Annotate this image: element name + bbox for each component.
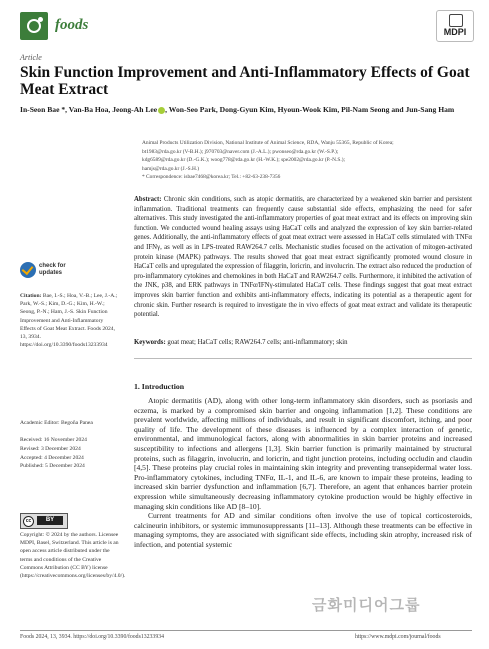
paragraph: Atopic dermatitis (AD), along with other long-term inflammatory skin disorders, such as psoriasis and eczema, is marked by a compromised skin barrier and ongoing inflammation [1,2]. These conditions are prevalent worldwide, affecting millions of individuals, and result in significant discomfort, itching, and poor quality of life. The development of these diseases is influenced by a complex interaction of genetic, environmental, and immunological factors, along with abnormalities in skin barrier proteins and increased susceptibility to infections and allergens [1,3]. Skin barrier function is primarily maintained by structural proteins, such as filaggrin, involucrin, and loricrin, and tight junction proteins, including occludin and claudin [4,5]. These proteins play crucial roles in maintaining skin integrity and preventing transepidermal water loss. Pro-inflammatory cytokines, including TNFα, IL-1, and IL-6, are known to impair these proteins, leading to increased skin barrier dysfunction and inflammation [6,7]. Therefore, an agent that enhances barrier protein expression while simultaneously decreasing inflammatory cytokine production would be highly effective in managing skin conditions like AD [8–10]. [134, 396, 472, 511]
keywords-text: goat meat; HaCaT cells; RAW264.7 cells; anti-inflammatory; skin [167, 339, 348, 346]
authors-rest: , Won-Seo Park, Dong-Gyun Kim, Hyoun-Wook Kim, Pil-Nam Seong and Jun-Sang Ham [165, 105, 455, 114]
affiliations [142, 139, 472, 182]
watermark: 금화미디어그룹 [312, 596, 421, 614]
citation-text: Bae, I.-S.; Hoa, V.-B.; Lee, J.-A.; Park, W.-S.; Kim, D.-G.; Kim, H.-W.; Seong, P.-N.; Ham, J.-S. Skin Function Improvement and Anti-Inflammatory Effects of Goat Meat Extract. Foods 2024, 13, 3934. https://doi.org/10.3390/foods13233934 [20, 293, 118, 349]
footer-divider [20, 630, 472, 631]
by-label: BY [37, 516, 63, 525]
abstract-label: Abstract: [134, 196, 162, 203]
affiliation-line: hamjs@rda.go.kr (J.-S.H.) [142, 165, 200, 172]
divider [134, 358, 472, 359]
abstract-text: Chronic skin conditions, such as atopic dermatitis, are characterized by a weakened skin barrier and persistent inflammation. Traditional treatments can frequently cause substantial side effects, emphasizing the need for safer alternatives. This study investigated the anti-inflammatory properties of goat meat extract and its effects on improving skin function. We conducted wound healing assays using HaCaT cells and analyzed the expression of key skin barrier-related genes. Additionally, the anti-inflammatory effects of goat meat extract were assessed in HaCaT cells stimulated with TNFα and IFNγ, as well as in LPS-treated RAW264.7 cells. Mechanistic studies focused on the activation of mitogen-activated protein kinase (MAPK) pathways. The results showed that goat meat extract significantly promoted wound closure in HaCaT cells and upregulated the expression of filaggrin, loricrin, and involucrin. The extract also reduced the production of pro-inflammatory cytokines and chemokines in both HaCaT and RAW264.7 cells. Furthermore, it inhibited the activation of the JNK, p38, and ERK pathways in TNFα/IFNγ-stimulated HaCaT cells. These findings suggest that goat meat extract improves skin barrier function and exhibits anti-inflammatory effects, indicating its potential as a therapeutic agent for chronic skin. Further research is required to investigate the in vivo effects of goat meat extract and validate its therapeutic potential. [134, 196, 473, 319]
paragraph: Current treatments for AD and similar conditions often involve the use of topical corticosteroids, calcineurin inhibitors, or systemic immunosuppressants [11–13]. Although these treatments can be effective in managing symptoms, they are associated with significant side effects, including skin atrophy, increased risk of infection, and potential systemic [134, 511, 472, 549]
foods-logo-icon [20, 12, 48, 40]
citation [20, 292, 120, 349]
mdpi-logo-icon [449, 14, 463, 27]
check-updates-icon [20, 262, 36, 278]
keywords [134, 338, 472, 348]
date-published: Published: 5 December 2024 [20, 463, 85, 470]
affiliation-line: Animal Products Utilization Division, National Institute of Animal Science, RDA, Wanju 55365, Republic of Korea; [142, 140, 394, 146]
keywords-label: Keywords: [134, 339, 166, 346]
date-revised: Revised: 3 December 2024 [20, 445, 81, 452]
abstract [134, 195, 472, 320]
footer-journal-link[interactable]: https://www.mdpi.com/journal/foods [355, 634, 441, 640]
body-text [134, 396, 472, 550]
affiliation-line: kdg6589@rda.go.kr (D.-G.K.); woog778@rda.go.kr (H.-W.K.); spe2002@rda.go.kr (P.-N.S.); [142, 157, 346, 163]
journal-name: foods [55, 17, 89, 33]
correspondence: * Correspondence: isbae7468@korea.kr; Tel.: +82-63-238-7356 [142, 174, 281, 180]
copyright: Copyright: © 2024 by the authors. Licensee MDPI, Basel, Switzerland. This article is an open access article distributed under the terms and conditions of the Creative Commons Attribution (CC BY) license (https://creativecommons.org/licenses/by/4.0/). [20, 532, 126, 580]
cc-by-license-badge[interactable] [20, 513, 68, 529]
check-for-updates-button[interactable] [20, 262, 80, 282]
academic-editor: Academic Editor: Begoña Panea [20, 420, 93, 426]
publication-dates [20, 436, 120, 471]
author-list [20, 104, 470, 115]
cc-icon: cc [23, 516, 34, 527]
mdpi-logo [436, 10, 474, 42]
affiliation-line: bt1983@rda.go.kr (V-B.H.); j970703@naver.com (J.-A.L.); pwonseo@rda.go.kr (W.-S.P.); [142, 148, 339, 155]
citation-label: Citation: [20, 293, 42, 299]
date-accepted: Accepted: 4 December 2024 [20, 454, 84, 461]
article-type: Article [20, 53, 42, 62]
section-heading: 1. Introduction [134, 382, 185, 391]
authors-first: In-Seon Bae *, Van-Ba Hoa, Jeong-Ah Lee [20, 105, 158, 114]
mdpi-label: MDPI [443, 27, 467, 37]
check-updates-label: check for updates [39, 263, 66, 276]
footer-citation: Foods 2024, 13, 3934. https://doi.org/10.3390/foods13233934 [20, 634, 165, 640]
date-received: Received: 16 November 2024 [20, 437, 87, 443]
article-title: Skin Function Improvement and Anti-Inflammatory Effects of Goat Meat Extract [20, 64, 470, 98]
